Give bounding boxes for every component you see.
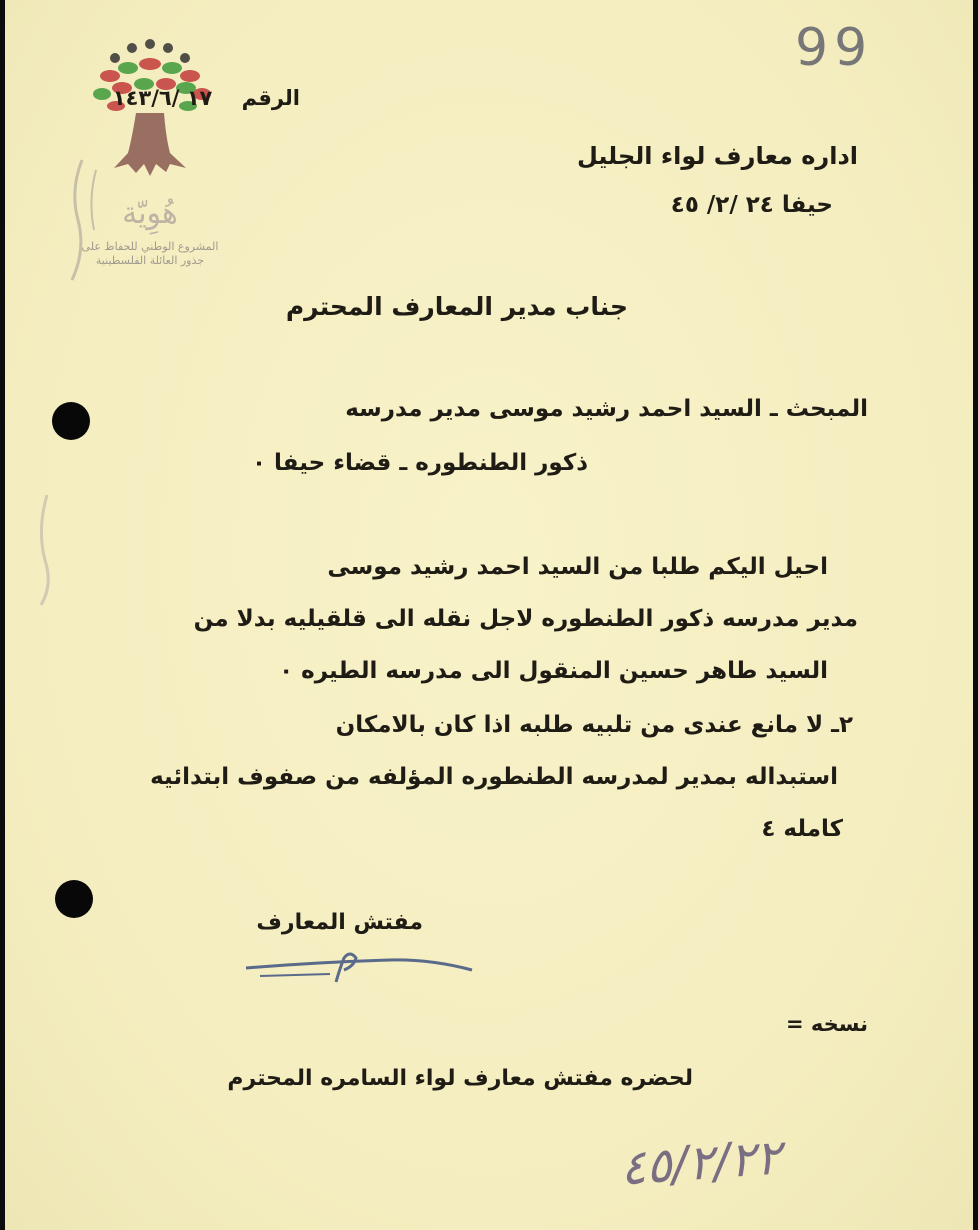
body-line-2: مدير مدرسه ذكور الطنطوره لاجل نقله الى قلقيليه بدلا من [193,606,858,632]
punch-hole-bottom [55,880,93,918]
reference-number [110,86,300,110]
scan-edge-left [0,0,5,1230]
place-and-date: حيفا ٢٤ /٢/ ٤٥ [670,192,833,218]
subject-line-2: ذكور الطنطوره ـ قضاء حيفا ٠ [251,450,588,476]
watermark-name: هُوِيّة [122,196,178,231]
body-line-3: السيد طاهر حسين المنقول الى مدرسه الطيره ٠ [279,658,828,684]
body-line-4: ٢ـ لا مانع عندى من تلبيه طلبه اذا كان بالامكان [335,712,853,738]
page-number: 99 [795,18,874,78]
body-line-6: كامله ٤ [761,816,843,842]
body-line-1: احيل اليكم طلبا من السيد احمد رشيد موسى [327,554,828,580]
watermark-line2: جذور العائلة الفلسطينية [95,254,205,267]
handwritten-signature [240,940,480,990]
handwritten-date: ٤٥/٢/٢٢ [618,1129,784,1197]
reference-label: الرقم [241,86,300,110]
watermark-line1: المشروع الوطني للحفاظ على [81,240,219,253]
subject-line-1: المبحث ـ السيد احمد رشيد موسى مدير مدرسه [345,396,868,422]
scan-edge-right [973,0,978,1230]
addressee: جناب مدير المعارف المحترم [285,292,628,321]
body-line-5: استبداله بمدير لمدرسه الطنطوره المؤلفه من صفوف ابتدائيه [150,764,838,790]
margin-pencil-mark [25,490,65,610]
reference-value: ١٧ /١٤٣/٦ [112,86,213,110]
copy-label: نسخه = [785,1012,868,1036]
punch-hole-top [52,402,90,440]
copy-recipient: لحضره مفتش معارف لواء السامره المحترم [227,1066,693,1091]
issuing-office: اداره معارف لواء الجليل [576,142,858,170]
signatory-title: مفتش المعارف [256,910,423,935]
margin-pencil-mark [52,150,112,290]
